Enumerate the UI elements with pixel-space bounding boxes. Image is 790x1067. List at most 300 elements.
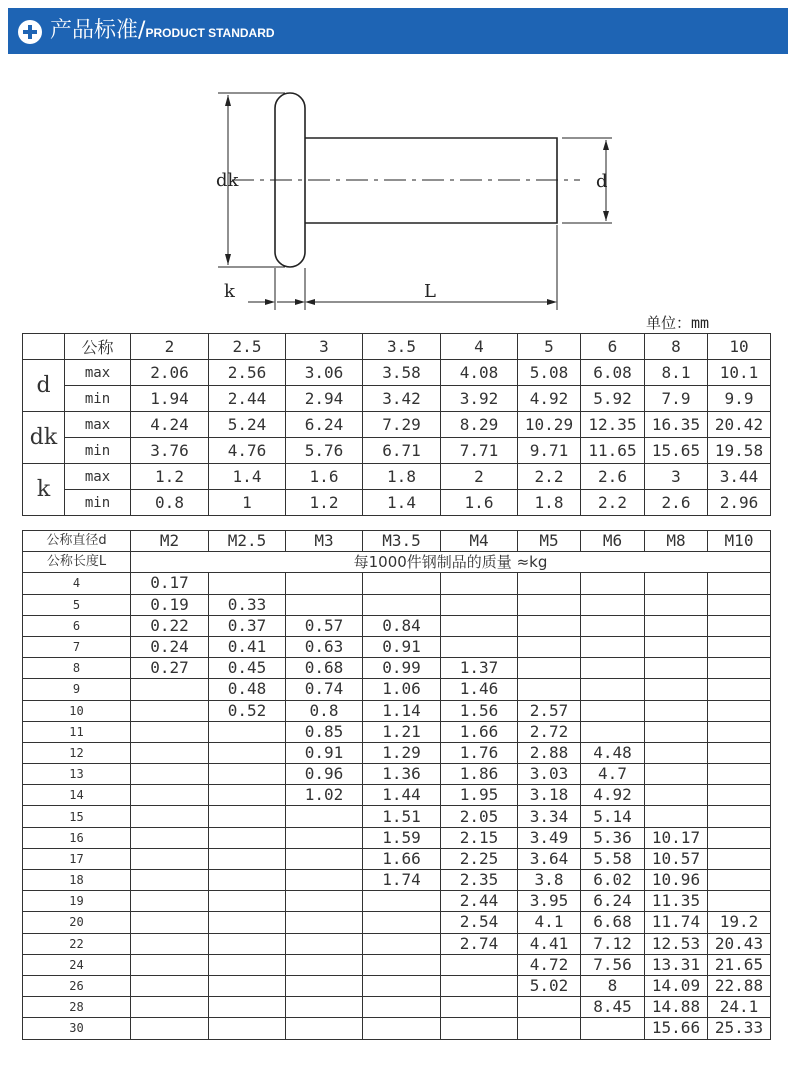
mass-row (23, 679, 771, 700)
title-en: PRODUCT STANDARD (145, 26, 275, 40)
length-value: 11 (23, 721, 131, 742)
empty-cell (581, 636, 645, 657)
dimension-value: 10.29 (518, 412, 581, 438)
mass-value: 2.74 (441, 933, 518, 954)
empty-cell (708, 764, 771, 785)
mass-row (23, 806, 771, 827)
dimension-row (23, 438, 771, 464)
mass-value: 4.72 (518, 954, 581, 975)
empty-cell (363, 933, 441, 954)
empty-cell (708, 573, 771, 594)
empty-cell (131, 997, 209, 1018)
mass-table (22, 530, 771, 1040)
empty-cell (645, 636, 708, 657)
length-value: 28 (23, 997, 131, 1018)
mass-value: 24.1 (708, 997, 771, 1018)
length-value: 5 (23, 594, 131, 615)
length-value: 26 (23, 975, 131, 996)
dimension-value: 5.24 (209, 412, 286, 438)
mass-row (23, 848, 771, 869)
dimension-value: 2.6 (645, 490, 708, 516)
label-L: L (424, 281, 436, 302)
dimension-value: 1.2 (131, 464, 209, 490)
dimension-value: 4.24 (131, 412, 209, 438)
mass-value: 4.48 (581, 742, 645, 763)
length-value: 16 (23, 827, 131, 848)
mass-value: 0.57 (286, 615, 363, 636)
empty-cell (581, 1018, 645, 1039)
nominal-size: 4 (441, 334, 518, 360)
empty-cell (286, 933, 363, 954)
empty-cell (131, 933, 209, 954)
dimension-value: 20.42 (708, 412, 771, 438)
rivet-diagram (0, 80, 790, 320)
empty-cell (131, 891, 209, 912)
dimension-value: 3.44 (708, 464, 771, 490)
section-banner (8, 8, 788, 54)
length-value: 24 (23, 954, 131, 975)
dimension-table (22, 333, 771, 516)
mass-value: 0.91 (286, 742, 363, 763)
mass-value: 2.35 (441, 870, 518, 891)
thread-size: M3 (286, 531, 363, 552)
empty-cell (131, 848, 209, 869)
mass-value: 5.14 (581, 806, 645, 827)
dimension-value: 3.06 (286, 360, 363, 386)
mass-value: 2.72 (518, 721, 581, 742)
empty-cell (645, 785, 708, 806)
limit-label: max (65, 412, 131, 438)
mass-value: 22.88 (708, 975, 771, 996)
limit-label: min (65, 490, 131, 516)
mass-value: 8 (581, 975, 645, 996)
empty-cell (441, 573, 518, 594)
mass-value: 0.48 (209, 679, 286, 700)
diameter-label: 公称直径d (23, 531, 131, 552)
mass-value: 1.21 (363, 721, 441, 742)
empty-cell (131, 721, 209, 742)
length-value: 9 (23, 679, 131, 700)
mass-value: 10.96 (645, 870, 708, 891)
dimension-value: 2.06 (131, 360, 209, 386)
mass-value: 19.2 (708, 912, 771, 933)
mass-value: 1.95 (441, 785, 518, 806)
empty-cell (708, 679, 771, 700)
empty-cell (441, 975, 518, 996)
mass-value: 1.76 (441, 742, 518, 763)
mass-value: 0.68 (286, 658, 363, 679)
length-value: 4 (23, 573, 131, 594)
mass-value: 1.37 (441, 658, 518, 679)
length-label: 公称长度L (23, 552, 131, 573)
mass-value: 0.52 (209, 700, 286, 721)
empty-cell (708, 742, 771, 763)
empty-cell (209, 870, 286, 891)
mass-row (23, 785, 771, 806)
dimension-value: 2.96 (708, 490, 771, 516)
empty-cell (286, 594, 363, 615)
mass-row (23, 700, 771, 721)
empty-cell (645, 615, 708, 636)
dimension-value: 8.29 (441, 412, 518, 438)
nominal-size: 2.5 (209, 334, 286, 360)
mass-value: 5.36 (581, 827, 645, 848)
mass-value: 4.7 (581, 764, 645, 785)
nominal-size: 3.5 (363, 334, 441, 360)
empty-cell (286, 573, 363, 594)
empty-cell (131, 954, 209, 975)
mass-value: 3.8 (518, 870, 581, 891)
title-cn: 产品标准 (50, 18, 139, 43)
mass-value: 21.65 (708, 954, 771, 975)
empty-cell (131, 912, 209, 933)
dimension-value: 9.9 (708, 386, 771, 412)
thread-size: M3.5 (363, 531, 441, 552)
empty-cell (441, 1018, 518, 1039)
empty-cell (645, 742, 708, 763)
length-value: 10 (23, 700, 131, 721)
mass-value: 3.49 (518, 827, 581, 848)
empty-cell (363, 975, 441, 996)
dimension-row (23, 412, 771, 438)
nominal-size: 2 (131, 334, 209, 360)
dimension-value: 1.8 (363, 464, 441, 490)
nominal-size: 5 (518, 334, 581, 360)
empty-cell (209, 912, 286, 933)
mass-value: 1.44 (363, 785, 441, 806)
mass-value: 7.12 (581, 933, 645, 954)
empty-cell (708, 721, 771, 742)
empty-cell (131, 700, 209, 721)
mass-value: 3.34 (518, 806, 581, 827)
length-value: 6 (23, 615, 131, 636)
dimension-value: 2.44 (209, 386, 286, 412)
dimension-value: 3.92 (441, 386, 518, 412)
nominal-size: 10 (708, 334, 771, 360)
thread-size: M5 (518, 531, 581, 552)
dimension-symbol: d (23, 360, 65, 412)
length-value: 13 (23, 764, 131, 785)
mass-value: 0.41 (209, 636, 286, 657)
mass-value: 2.44 (441, 891, 518, 912)
mass-value: 2.57 (518, 700, 581, 721)
empty-cell (518, 636, 581, 657)
dimension-symbol: dk (23, 412, 65, 464)
unit-label: 单位：mm (646, 314, 710, 332)
nominal-size: 6 (581, 334, 645, 360)
empty-cell (518, 679, 581, 700)
empty-cell (518, 615, 581, 636)
mass-value: 1.46 (441, 679, 518, 700)
dimension-value: 11.65 (581, 438, 645, 464)
mass-value: 10.17 (645, 827, 708, 848)
mass-value: 0.96 (286, 764, 363, 785)
empty-cell (131, 764, 209, 785)
mass-value: 1.06 (363, 679, 441, 700)
mass-value: 0.8 (286, 700, 363, 721)
empty-cell (209, 742, 286, 763)
empty-cell (286, 870, 363, 891)
mass-value: 11.35 (645, 891, 708, 912)
length-value: 30 (23, 1018, 131, 1039)
dimension-value: 9.71 (518, 438, 581, 464)
dimension-value: 5.08 (518, 360, 581, 386)
empty-cell (708, 594, 771, 615)
mass-value: 15.66 (645, 1018, 708, 1039)
empty-cell (286, 891, 363, 912)
empty-cell (645, 679, 708, 700)
empty-cell (131, 806, 209, 827)
empty-cell (286, 848, 363, 869)
dimension-symbol: k (23, 464, 65, 516)
empty-cell (518, 594, 581, 615)
empty-cell (645, 721, 708, 742)
mass-value: 1.14 (363, 700, 441, 721)
limit-label: min (65, 438, 131, 464)
empty-cell (286, 1018, 363, 1039)
mass-value: 4.1 (518, 912, 581, 933)
thread-size: M10 (708, 531, 771, 552)
dimension-value: 4.76 (209, 438, 286, 464)
empty-cell (209, 975, 286, 996)
mass-value: 1.02 (286, 785, 363, 806)
dimension-value: 1.8 (518, 490, 581, 516)
dimension-value: 5.76 (286, 438, 363, 464)
mass-value: 14.88 (645, 997, 708, 1018)
dimension-value: 6.71 (363, 438, 441, 464)
empty-cell (441, 636, 518, 657)
dimension-row (23, 360, 771, 386)
mass-value: 1.51 (363, 806, 441, 827)
mass-value: 0.45 (209, 658, 286, 679)
dimension-value: 3.58 (363, 360, 441, 386)
empty-cell (581, 700, 645, 721)
dimension-value: 2.2 (518, 464, 581, 490)
length-value: 8 (23, 658, 131, 679)
mass-row (23, 573, 771, 594)
empty-cell (209, 891, 286, 912)
empty-cell (286, 975, 363, 996)
mass-value: 3.03 (518, 764, 581, 785)
empty-cell (209, 1018, 286, 1039)
dimension-value: 2 (441, 464, 518, 490)
limit-label: max (65, 464, 131, 490)
empty-cell (645, 806, 708, 827)
limit-label: max (65, 360, 131, 386)
mass-row (23, 1018, 771, 1039)
empty-cell (209, 848, 286, 869)
label-dk: dk (216, 170, 239, 191)
mass-value: 8.45 (581, 997, 645, 1018)
mass-value: 0.19 (131, 594, 209, 615)
dimension-value: 1.6 (441, 490, 518, 516)
length-value: 20 (23, 912, 131, 933)
mass-value: 3.18 (518, 785, 581, 806)
empty-cell (581, 679, 645, 700)
empty-cell (645, 764, 708, 785)
empty-cell (441, 997, 518, 1018)
dimension-value: 1 (209, 490, 286, 516)
mass-value: 0.74 (286, 679, 363, 700)
empty-cell (708, 891, 771, 912)
mass-value: 0.99 (363, 658, 441, 679)
dimension-value: 2.56 (209, 360, 286, 386)
dimension-value: 1.2 (286, 490, 363, 516)
mass-value: 2.25 (441, 848, 518, 869)
mass-value: 6.24 (581, 891, 645, 912)
mass-value: 1.74 (363, 870, 441, 891)
dimension-value: 1.4 (363, 490, 441, 516)
empty-cell (581, 615, 645, 636)
dimension-value: 2.94 (286, 386, 363, 412)
empty-cell (645, 658, 708, 679)
empty-cell (363, 912, 441, 933)
dimension-row (23, 464, 771, 490)
dimension-value: 5.92 (581, 386, 645, 412)
dimension-value: 6.24 (286, 412, 363, 438)
empty-cell (209, 785, 286, 806)
length-value: 7 (23, 636, 131, 657)
empty-cell (363, 997, 441, 1018)
dimension-value: 3.76 (131, 438, 209, 464)
dimension-value: 4.08 (441, 360, 518, 386)
mass-row (23, 827, 771, 848)
nominal-size: 3 (286, 334, 363, 360)
dimension-value: 16.35 (645, 412, 708, 438)
mass-value: 2.88 (518, 742, 581, 763)
mass-value: 0.63 (286, 636, 363, 657)
dimension-value: 7.9 (645, 386, 708, 412)
empty-cell (708, 658, 771, 679)
mass-value: 0.22 (131, 615, 209, 636)
mass-value: 6.02 (581, 870, 645, 891)
mass-value: 1.86 (441, 764, 518, 785)
mass-value: 0.91 (363, 636, 441, 657)
dimension-value: 1.6 (286, 464, 363, 490)
mass-value: 1.29 (363, 742, 441, 763)
empty-cell (363, 573, 441, 594)
empty-cell (286, 912, 363, 933)
empty-cell (708, 636, 771, 657)
plus-circle-icon (18, 20, 42, 44)
mass-value: 25.33 (708, 1018, 771, 1039)
mass-value: 1.36 (363, 764, 441, 785)
length-value: 17 (23, 848, 131, 869)
mass-row (23, 721, 771, 742)
dimension-value: 7.71 (441, 438, 518, 464)
mass-value: 3.64 (518, 848, 581, 869)
dimension-value: 19.58 (708, 438, 771, 464)
empty-cell (286, 806, 363, 827)
dimension-value: 7.29 (363, 412, 441, 438)
empty-cell (286, 997, 363, 1018)
mass-value: 2.54 (441, 912, 518, 933)
dimension-row (23, 386, 771, 412)
empty-cell (581, 721, 645, 742)
mass-row (23, 975, 771, 996)
mass-value: 4.92 (581, 785, 645, 806)
title-separator: / (138, 18, 146, 43)
mass-value: 2.05 (441, 806, 518, 827)
section-title (50, 17, 275, 47)
empty-cell (363, 954, 441, 975)
empty-cell (209, 827, 286, 848)
mass-row (23, 636, 771, 657)
empty-cell (441, 615, 518, 636)
nominal-size: 8 (645, 334, 708, 360)
mass-value: 4.41 (518, 933, 581, 954)
mass-value: 0.33 (209, 594, 286, 615)
label-d: d (596, 171, 608, 192)
empty-cell (131, 975, 209, 996)
length-value: 22 (23, 933, 131, 954)
length-value: 14 (23, 785, 131, 806)
mass-row (23, 742, 771, 763)
nominal-row (23, 334, 771, 360)
dimension-value: 2.6 (581, 464, 645, 490)
mass-row (23, 658, 771, 679)
empty-cell (645, 594, 708, 615)
dimension-value: 1.4 (209, 464, 286, 490)
empty-cell (209, 933, 286, 954)
mass-value: 5.02 (518, 975, 581, 996)
thread-size: M2 (131, 531, 209, 552)
empty-cell (286, 954, 363, 975)
empty-cell (209, 573, 286, 594)
mass-row (23, 954, 771, 975)
mass-value: 12.53 (645, 933, 708, 954)
empty-cell (708, 870, 771, 891)
length-value: 12 (23, 742, 131, 763)
note-row (23, 552, 771, 573)
dimension-value: 8.1 (645, 360, 708, 386)
dimension-value: 3.42 (363, 386, 441, 412)
mass-value: 0.85 (286, 721, 363, 742)
mass-value: 11.74 (645, 912, 708, 933)
mass-value: 13.31 (645, 954, 708, 975)
thread-size: M2.5 (209, 531, 286, 552)
empty-cell (708, 700, 771, 721)
mass-row (23, 594, 771, 615)
empty-cell (645, 700, 708, 721)
mass-value: 0.17 (131, 573, 209, 594)
mass-value: 1.59 (363, 827, 441, 848)
mass-value: 10.57 (645, 848, 708, 869)
empty-cell (363, 1018, 441, 1039)
mass-note: 每1000件钢制品的质量 ≈kg (131, 552, 771, 573)
dimension-value: 2.2 (581, 490, 645, 516)
mass-row (23, 997, 771, 1018)
empty-cell (209, 806, 286, 827)
thread-size: M6 (581, 531, 645, 552)
mass-value: 1.56 (441, 700, 518, 721)
mass-row (23, 764, 771, 785)
empty-cell (131, 827, 209, 848)
limit-label: min (65, 386, 131, 412)
mass-value: 3.95 (518, 891, 581, 912)
dimension-value: 0.8 (131, 490, 209, 516)
empty-cell (363, 594, 441, 615)
empty-cell (131, 785, 209, 806)
empty-cell (209, 954, 286, 975)
mass-row (23, 912, 771, 933)
mass-value: 5.58 (581, 848, 645, 869)
dimension-value: 15.65 (645, 438, 708, 464)
empty-cell (441, 594, 518, 615)
mass-value: 2.15 (441, 827, 518, 848)
empty-cell (581, 573, 645, 594)
nominal-label: 公称 (65, 334, 131, 360)
